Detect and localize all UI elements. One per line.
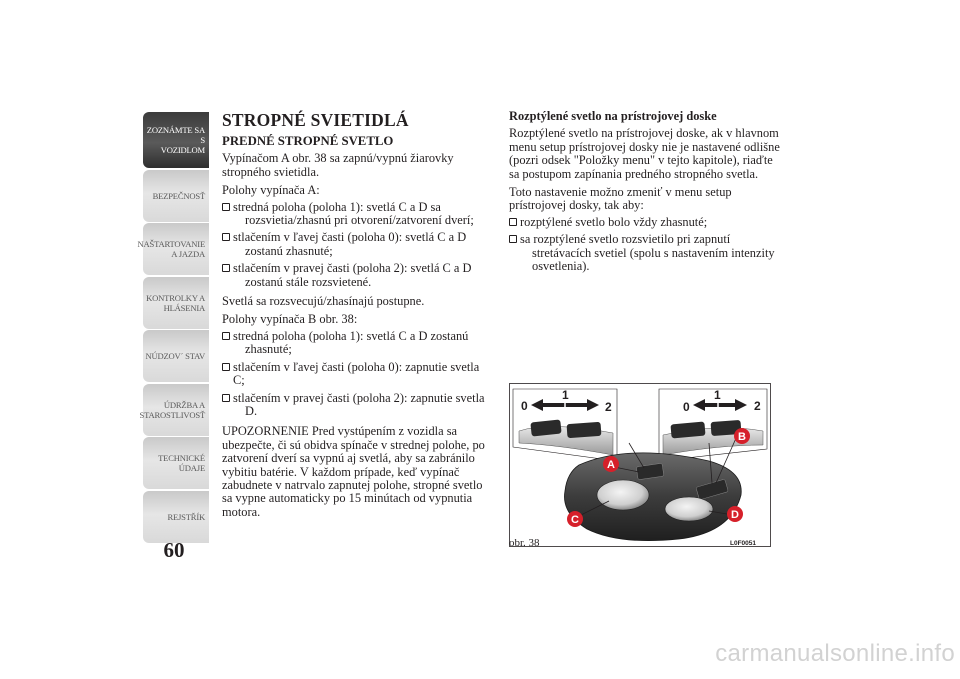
position-1-label-b: 1 — [714, 388, 721, 402]
ambient-paragraph-2: Toto nastavenie možno zmeniť v menu setup prístrojovej dosky, tak aby: — [509, 185, 732, 213]
list-item: stlačením v pravej časti (poloha 2): svetlá C a D zostanú stále rozsvietené. — [222, 262, 494, 289]
chapter-sidebar — [137, 112, 209, 544]
watermark: carmanualsonline.info — [715, 640, 955, 667]
section-title: STROPNÉ SVIETIDLÁ — [222, 110, 409, 130]
sidebar-tab-intro[interactable]: ZOZNÁMTE SA S VOZIDLOM — [143, 112, 209, 168]
positions-a-heading: Polohy vypínača A: — [222, 183, 320, 198]
figure-code: L0F0051 — [730, 540, 757, 547]
sidebar-tab-starting[interactable]: NAŠTARTOVANIE A JAZDA — [143, 223, 209, 275]
list-item: stlačením v ľavej časti (poloha 0): zapnutie svetla C; — [222, 361, 494, 388]
subsection-title: PREDNÉ STROPNÉ SVETLO — [222, 134, 394, 148]
callout-c — [567, 511, 583, 527]
callout-b — [734, 428, 750, 444]
right-column — [509, 110, 783, 277]
left-column — [222, 110, 494, 524]
svg-text:B: B — [738, 431, 746, 443]
list-item: rozptýlené svetlo bolo vždy zhasnuté; — [509, 216, 783, 229]
fade-paragraph: Svetlá sa rozsvecujú/zhasínajú postupne. — [222, 294, 425, 309]
checkbox-bullet-icon — [509, 235, 517, 243]
sidebar-tab-maintenance[interactable]: ÚDRŽBA A STAROSTLIVOSŤ — [143, 384, 209, 436]
sidebar-tab-warnings[interactable]: KONTROLKY A HLÁSENIA — [143, 277, 209, 329]
list-item: stlačením v pravej časti (poloha 2): zapnutie svetla D. — [222, 392, 494, 419]
warning-paragraph: UPOZORNENIE Pred vystúpením z vozidla sa ubezpečte, či sú obidva spínače v strednej polohe, po zatvorení dverí sa vypnú aj svetlá, aby sa zabránilo vybitiu batérie. V každom prípade, keď vypínač zabudnete v natrvalo zapnutej polohe, stropné svetlo sa vypne automaticky po 15 minútach od vypnutia motora. — [222, 424, 485, 519]
ambient-paragraph-1: Rozptýlené svetlo na prístrojovej doske, ak v hlavnom menu setup prístrojovej dosky nie je nastavené odlišne (pozri odsek "Položky menu" v tejto kapitole), riaďte sa postupom zapínania predného stropného svetla. — [509, 126, 780, 181]
callout-d — [727, 506, 743, 522]
svg-text:C: C — [571, 514, 579, 526]
callout-a — [603, 456, 619, 472]
sidebar-tab-technical[interactable]: TECHNICKÉ ÚDAJE — [143, 437, 209, 489]
sidebar-tab-safety[interactable]: BEZPEČNOSŤ — [143, 170, 209, 222]
list-item: sa rozptýlené svetlo rozsvietilo pri zapnutí stretávacích svetiel (spolu s nastavením intenzity osvetlenia). — [509, 233, 783, 273]
intro-paragraph: Vypínačom A obr. 38 sa zapnú/vypnú žiarovky stropného svietidla. — [222, 151, 454, 179]
checkbox-bullet-icon — [222, 363, 230, 371]
lens-c — [597, 480, 649, 510]
list-item: stlačením v ľavej časti (poloha 0): svetlá C a D zostanú zhasnuté; — [222, 231, 494, 258]
position-0-label: 0 — [521, 399, 528, 413]
page-number: 60 — [163, 538, 185, 562]
checkbox-bullet-icon — [222, 203, 230, 211]
position-2-label-b: 2 — [754, 399, 761, 413]
figure-caption: obr. 38 — [509, 537, 540, 549]
lens-d — [665, 497, 713, 521]
switch-b-detail — [659, 388, 767, 461]
list-item: stredná poloha (poloha 1): svetlá C a D sa rozsvietia/zhasnú pri otvorení/zatvorení dverí; — [222, 201, 494, 228]
ambient-light-heading: Rozptýlené svetlo na prístrojovej doske — [509, 109, 717, 123]
sidebar-tab-index[interactable]: REJSTŘÍK — [143, 491, 209, 543]
checkbox-bullet-icon — [222, 394, 230, 402]
positions-b-heading: Polohy vypínača B obr. 38: — [222, 312, 358, 327]
checkbox-bullet-icon — [509, 218, 517, 226]
svg-text:A: A — [607, 459, 615, 471]
ceiling-light-figure — [509, 383, 771, 547]
ceiling-light-unit — [564, 453, 741, 541]
position-0-label-b: 0 — [683, 400, 690, 414]
list-item: stredná poloha (poloha 1): svetlá C a D zostanú zhasnuté; — [222, 330, 494, 357]
checkbox-bullet-icon — [222, 233, 230, 241]
svg-text:D: D — [731, 509, 739, 521]
position-1-label: 1 — [562, 388, 569, 402]
sidebar-tab-emergency[interactable]: NÚDZOV´ STAV — [143, 330, 209, 382]
checkbox-bullet-icon — [222, 264, 230, 272]
ceiling-light-illustration — [509, 383, 771, 547]
position-2-label: 2 — [605, 400, 612, 414]
checkbox-bullet-icon — [222, 332, 230, 340]
